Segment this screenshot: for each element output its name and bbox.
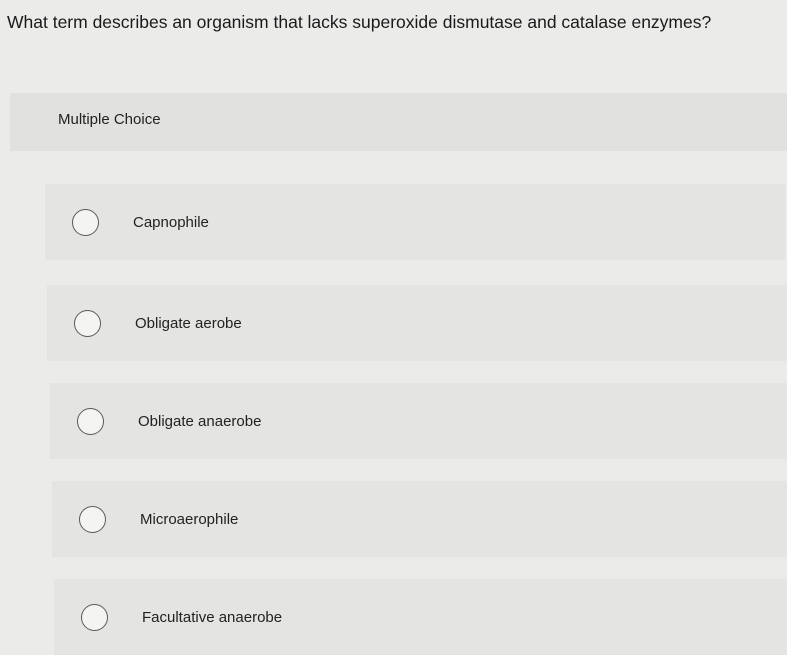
answer-option-capnophile[interactable] (45, 184, 785, 260)
answer-option-obligate-anaerobe[interactable] (50, 383, 787, 459)
answer-option-label: Obligate aerobe (135, 314, 242, 332)
answer-option-label: Microaerophile (140, 510, 239, 528)
radio-button[interactable] (77, 408, 104, 435)
answer-option-facultative-anaerobe[interactable] (54, 579, 787, 655)
answer-option-microaerophile[interactable] (52, 481, 787, 557)
radio-button[interactable] (74, 310, 101, 337)
radio-button[interactable] (72, 209, 99, 236)
question-text: What term describes an organism that lacks superoxide dismutase and catalase enzymes? (7, 12, 712, 32)
multiple-choice-label: Multiple Choice (58, 111, 161, 128)
radio-button[interactable] (79, 506, 106, 533)
answer-option-obligate-aerobe[interactable] (47, 285, 787, 361)
answer-option-label: Obligate anaerobe (138, 412, 262, 430)
radio-button[interactable] (81, 604, 108, 631)
answer-option-label: Facultative anaerobe (142, 608, 283, 626)
answer-option-label: Capnophile (133, 213, 209, 231)
